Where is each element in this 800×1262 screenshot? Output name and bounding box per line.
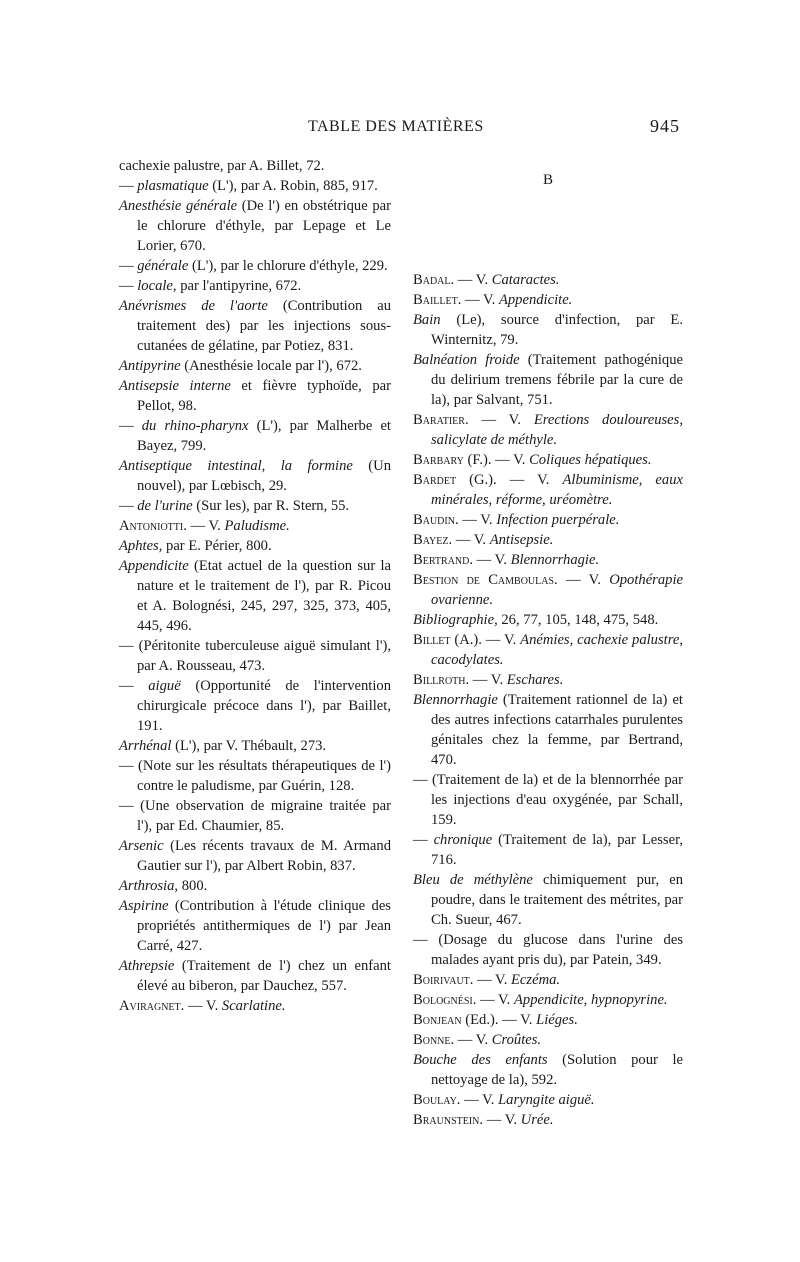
entry-heading: Billroth. (413, 672, 470, 688)
entry-text: — V. (469, 672, 507, 688)
entry-text: (Traitement de la), par Lesser, 716. (431, 832, 683, 868)
entry-heading: aiguë (148, 678, 181, 694)
entry-dash: — (119, 278, 138, 294)
index-entry (119, 276, 391, 296)
index-entry (413, 450, 683, 470)
index-entry (119, 996, 391, 1016)
entry-text: — V. (184, 998, 222, 1014)
index-entry (119, 736, 391, 756)
index-entry (413, 670, 683, 690)
entry-dash: — (413, 832, 434, 848)
entry-heading: Blennorrhagie (413, 692, 498, 708)
entry-heading: Bardet (413, 472, 457, 488)
entry-text: — V. (468, 412, 534, 428)
entry-heading: Aspirine (119, 898, 169, 914)
entry-text: (Traitement pathogénique du delirium tremens fébrile par la cure de la), par Salvant, 751. (431, 352, 683, 408)
index-entry (413, 270, 683, 290)
index-entry (413, 350, 683, 410)
entry-cross-reference: Liéges. (536, 1012, 578, 1028)
index-entry (413, 610, 683, 630)
entry-text: (Péritonite tuberculeuse aiguë simulant l'), par A. Rousseau, 473. (137, 638, 391, 674)
index-entry (413, 830, 683, 870)
entry-heading: Bayez. (413, 532, 453, 548)
entry-text: — V. (458, 512, 497, 528)
entry-text: , 800. (174, 878, 208, 894)
entry-heading: Arrhénal (119, 738, 172, 754)
entry-text: (De l') en obstétrique par le chlorure d'éthyle, par Lepage et Le Lorier, 670. (137, 198, 391, 254)
entry-text: — V. (476, 992, 514, 1008)
index-entry (413, 690, 683, 770)
entry-text: — V. (473, 552, 511, 568)
index-entry (119, 676, 391, 736)
index-entry (119, 516, 391, 536)
entry-text: — V. (452, 532, 490, 548)
entry-heading: Boirivaut. (413, 972, 474, 988)
entry-dash: — (413, 932, 439, 948)
index-entry (119, 556, 391, 636)
entry-text: chimiquement pur, en poudre, dans le traitement des métrites, par Ch. Sueur, 467. (431, 872, 683, 928)
entry-heading: Baratier. (413, 412, 469, 428)
entry-cross-reference: Albuminisme, eaux minérales, réforme, uréomètre. (431, 472, 683, 508)
entry-text: (L'), par V. Thébault, 273. (171, 738, 327, 754)
index-entry (413, 1050, 683, 1090)
right-column (413, 156, 683, 1130)
entry-cross-reference: Anémies, cachexie palustre, cacodylates. (431, 632, 683, 668)
entry-text: (Les récents travaux de M. Armand Gautier sur l'), par Albert Robin, 837. (137, 838, 391, 874)
entry-text: (Traitement rationnel de la) et des autres infections catarrhales purulentes génitales chez la femme, par Bertrand, 470. (431, 692, 683, 768)
left-column (119, 156, 391, 1016)
entry-heading: Bonne. (413, 1032, 455, 1048)
entry-heading: Antiseptique intestinal, la formine (119, 458, 353, 474)
entry-cross-reference: Erections douloureuses, salicylate de méthyle. (431, 412, 683, 448)
entry-cross-reference: Coliques hépatiques. (529, 452, 652, 468)
index-entry (119, 956, 391, 996)
entry-heading: Baudin. (413, 512, 459, 528)
index-entry (413, 1110, 683, 1130)
entry-heading: générale (137, 258, 189, 274)
entry-text: (Ed.). — V. (461, 1012, 537, 1028)
index-entry (119, 796, 391, 836)
entry-text: cachexie palustre, par A. Billet, 72. (119, 158, 325, 174)
entry-text: — V. (461, 292, 499, 308)
entry-text: (Le), source d'infection, par E. Winternitz, 79. (431, 312, 683, 348)
entry-dash: — (119, 638, 139, 654)
entry-text: et fièvre typhoïde, par Pellot, 98. (137, 378, 391, 414)
index-entry (119, 636, 391, 676)
entry-heading: Antisepsie interne (119, 378, 231, 394)
entry-text: (Traitement de l') chez un enfant élevé au biberon, par Dauchez, 557. (137, 958, 391, 994)
entry-cross-reference: Opothérapie ovarienne. (431, 572, 683, 608)
entry-text: (Sur les), par R. Stern, 55. (192, 498, 350, 514)
entry-dash: — (413, 772, 432, 788)
entry-cross-reference: Paludisme. (224, 518, 290, 534)
entry-heading: Bouche des enfants (413, 1052, 548, 1068)
entry-cross-reference: Laryngite aiguë. (498, 1092, 595, 1108)
index-entry (119, 496, 391, 516)
entry-text: (L'), par Malherbe et Bayez, 799. (137, 418, 391, 454)
entry-dash: — (119, 178, 138, 194)
right-entries (413, 270, 683, 1130)
entry-dash: — (119, 498, 138, 514)
index-entry (119, 196, 391, 256)
entry-text: (G.). — V. (456, 472, 563, 488)
index-entry (413, 630, 683, 670)
running-head-title: TABLE DES MATIÈRES (308, 118, 484, 135)
entry-heading: Bibliographie (413, 612, 495, 628)
index-entry (119, 176, 391, 196)
entry-cross-reference: Cataractes. (491, 272, 560, 288)
entry-heading: Baillet. (413, 292, 462, 308)
index-entry (413, 550, 683, 570)
entry-cross-reference: Antisepsie. (489, 532, 554, 548)
entry-text: (Anesthésie locale par l'), 672. (180, 358, 362, 374)
entry-text: (Opportunité de l'intervention chirurgicale précoce dans l'), par Baillet, 191. (137, 678, 391, 734)
entry-text: (Note sur les résultats thérapeutiques de l') contre le paludisme, par Guérin, 128. (137, 758, 392, 794)
index-entry (413, 510, 683, 530)
index-entry (413, 970, 683, 990)
entry-text: (L'), par A. Robin, 885, 917. (208, 178, 378, 194)
entry-text: (Traitement de la) et de la blennorrhée par les injections d'eau oxygénée, par Schall, 159. (431, 772, 683, 828)
entry-heading: Anesthésie générale (119, 198, 238, 214)
entry-text: (Un nouvel), par Lœbisch, 29. (137, 458, 391, 494)
entry-text: (Contribution au traitement des) par les injections sous-cutanées de gélatine, par Potiez, 831. (137, 298, 392, 354)
index-entry (413, 1090, 683, 1110)
index-entry (413, 1030, 683, 1050)
index-entry (413, 530, 683, 550)
entry-dash: — (119, 258, 138, 274)
entry-heading: Bleu de méthylène (413, 872, 533, 888)
entry-text: (L'), par le chlorure d'éthyle, 229. (188, 258, 388, 274)
section-letter: B (542, 172, 553, 188)
entry-text: — V. (460, 1092, 499, 1108)
entry-text: , par E. Périer, 800. (158, 538, 272, 554)
entry-heading: Avi‍ragnet. (119, 998, 185, 1014)
entry-heading: Aphtes (119, 538, 159, 554)
index-entry (413, 930, 683, 970)
index-entry (119, 356, 391, 376)
entry-heading: Bertrand. (413, 552, 474, 568)
index-entry (119, 756, 391, 796)
entry-cross-reference: Eschares. (506, 672, 564, 688)
entry-heading: de l'urine (137, 498, 193, 514)
entry-dash: — (119, 418, 142, 434)
index-entry (119, 376, 391, 416)
entry-text: (A.). — V. (450, 632, 521, 648)
index-entry (413, 470, 683, 510)
entry-heading: Bolognési. (413, 992, 477, 1008)
entry-heading: Athrepsie (119, 958, 175, 974)
entry-heading: Anévrismes de l'aorte (119, 298, 268, 314)
entry-text: (Etat actuel de la question sur la nature et le traitement de l'), par R. Picou et A. Bolognési, 245, 297, 325, 373, 405, 445, 496. (137, 558, 391, 634)
entry-text: — V. (454, 272, 492, 288)
entry-heading: Antoniotti. (119, 518, 187, 534)
page-number: 945 (650, 116, 680, 136)
index-entry (119, 416, 391, 456)
entry-heading: chronique (433, 832, 493, 848)
entry-heading: du rhino-pharynx (141, 418, 249, 434)
running-head (118, 118, 680, 140)
index-entry (413, 990, 683, 1010)
entry-text: — V. (483, 1112, 521, 1128)
entry-text: (F.). — V. (463, 452, 530, 468)
entry-text: , par l'antipyrine, 672. (172, 278, 302, 294)
index-entry (413, 410, 683, 450)
entry-heading: Braunstein. (413, 1112, 484, 1128)
entry-cross-reference: Scarlatine. (221, 998, 286, 1014)
entry-text: — V. (186, 518, 225, 534)
entry-cross-reference: Appendicite, hypnopyrine. (513, 992, 668, 1008)
entry-cross-reference: Urée. (520, 1112, 554, 1128)
entry-cross-reference: Infection puerpérale. (496, 512, 620, 528)
entry-heading: Antipyrine (119, 358, 181, 374)
entry-text: (Solution pour le nettoyage de la), 592. (431, 1052, 683, 1088)
entry-heading: Bonjean (413, 1012, 462, 1028)
entry-heading: locale (137, 278, 173, 294)
index-entry (119, 536, 391, 556)
index-entry (413, 770, 683, 830)
index-entry (413, 570, 683, 610)
index-entry (413, 1010, 683, 1030)
entry-text: — V. (557, 572, 610, 588)
entry-dash: — (119, 678, 149, 694)
index-entry (413, 290, 683, 310)
entry-heading: Bain (413, 312, 441, 328)
index-entry (119, 456, 391, 496)
index-entry (119, 836, 391, 876)
entry-cross-reference: Croûtes. (491, 1032, 542, 1048)
entry-heading: Arsenic (119, 838, 164, 854)
entry-text: , 26, 77, 105, 148, 475, 548. (494, 612, 659, 628)
entry-heading: Arthrosia (119, 878, 175, 894)
entry-text: (Une observation de migraine traitée par l'), par Ed. Chaumier, 85. (137, 798, 391, 834)
entry-heading: Bestion de Camboulas. (413, 572, 558, 588)
entry-heading: Appendicite (119, 558, 189, 574)
entry-text: (Contribution à l'étude clinique des propriétés antithermiques de l') par Jean Carré, 427. (137, 898, 391, 954)
entry-text: — V. (454, 1032, 492, 1048)
index-entry (119, 296, 391, 356)
entry-cross-reference: Eczéma. (511, 972, 561, 988)
entry-cross-reference: Appendicite. (498, 292, 573, 308)
entry-cross-reference: Blennorrhagie. (510, 552, 600, 568)
entry-text: — V. (473, 972, 512, 988)
entry-heading: Boulay. (413, 1092, 461, 1108)
entry-heading: plasmatique (137, 178, 209, 194)
entry-heading: Billet (413, 632, 451, 648)
entry-heading: Barbary (413, 452, 464, 468)
index-entry (119, 876, 391, 896)
entry-dash: — (119, 798, 141, 814)
index-entry (119, 256, 391, 276)
index-entry (119, 156, 391, 176)
entry-dash: — (119, 758, 139, 774)
index-entry (119, 896, 391, 956)
entry-text: (Dosage du glucose dans l'urine des malades ayant pris du), par Patein, 349. (431, 932, 683, 968)
entry-heading: Balnéation froide (413, 352, 520, 368)
entry-heading: Badal. (413, 272, 455, 288)
index-entry (413, 310, 683, 350)
index-entry (413, 870, 683, 930)
